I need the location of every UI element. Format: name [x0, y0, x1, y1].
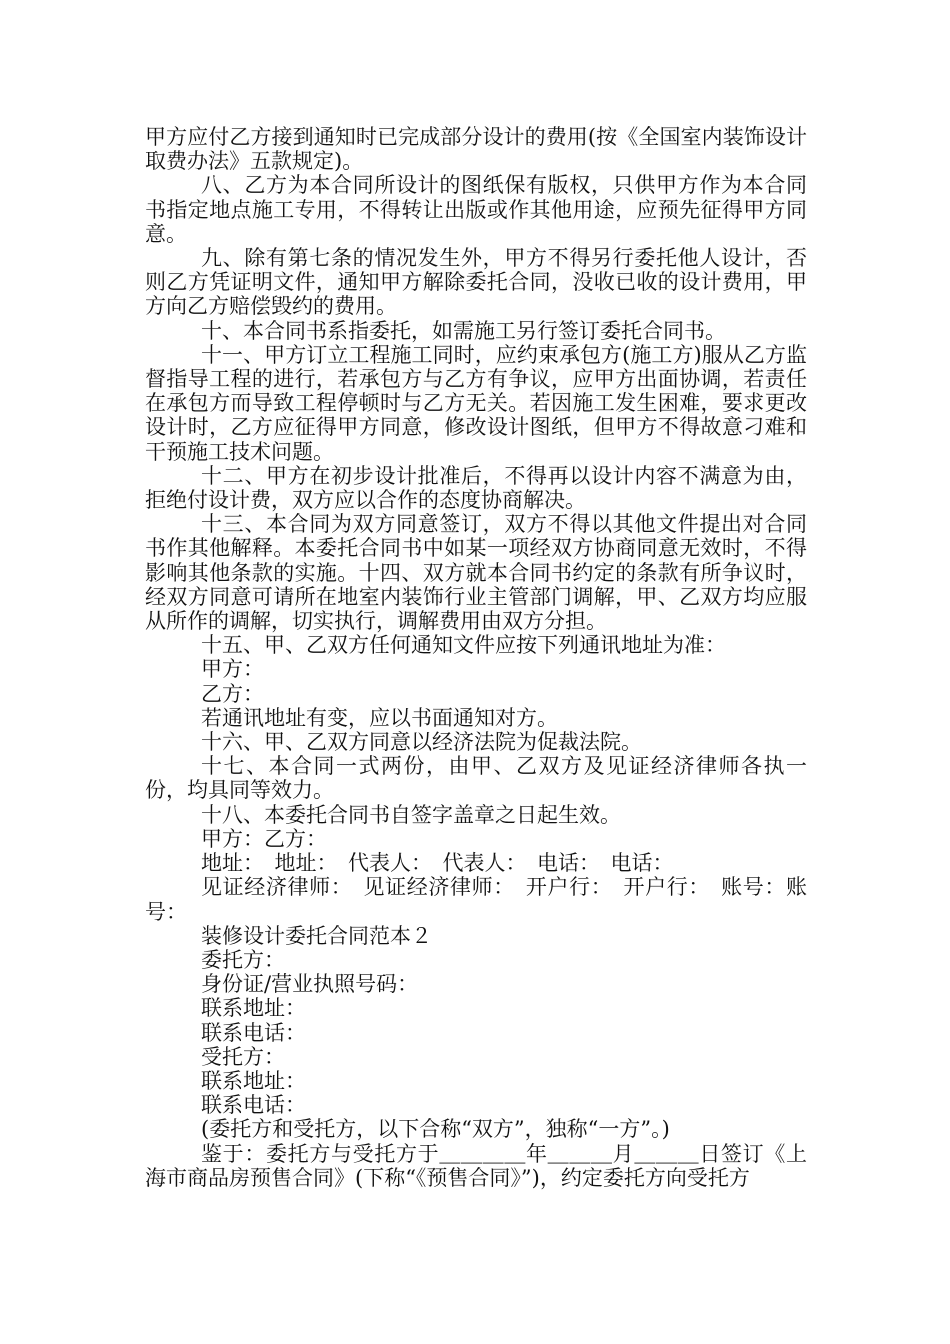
recital-whereas: 鉴于：委托方与受托方于＿＿＿＿年＿＿＿月＿＿＿日签订《上海市商品房预售合同》(下称“《预售合同》”)，约定委托方向受托方 [145, 1141, 807, 1190]
signature-parties: 甲方：乙方： [201, 826, 327, 851]
field-agent-phone: 联系电话： [201, 1093, 306, 1118]
signature-address-line: 地址： 地址： 代表人： 代表人： 电话： 电话： [201, 851, 674, 876]
paragraph-fee-carryover: 甲方应付乙方接到通知时已完成部分设计的费用(按《全国室内装饰设计取费办法》五款规定)。 [145, 125, 807, 174]
field-id-license: 身份证/营业执照号码： [201, 972, 419, 997]
clause-11-construction-supervision: 十一、甲方订立工程施工同时，应约束承包方(施工方)服从乙方监督指导工程的进行，若承包方与乙方有争议，应甲方出面协调，若责任在承包方而导致工程停顿时与乙方无关。若因施工发生困难，要求更改设计时，乙方应征得甲方同意，修改设计图纸，但甲方不得故意刁难和干预施工技术问题。 [145, 342, 807, 464]
field-principal-address: 联系地址： [201, 996, 306, 1021]
field-principal-phone: 联系电话： [201, 1020, 306, 1045]
notice-party-a: 甲方： [201, 657, 264, 682]
clause-18-effective: 十八、本委托合同书自签字盖章之日起生效。 [201, 802, 621, 827]
field-agent: 受托方： [201, 1044, 285, 1069]
document-body [145, 125, 807, 1190]
signature-witness-line: 见证经济律师： 见证经济律师： 开户行： 开户行： 账号：账号： [145, 875, 807, 924]
notice-address-change: 若通讯地址有变，应以书面通知对方。 [201, 705, 558, 730]
clause-9-exclusive-design: 九、除有第七条的情况发生外，甲方不得另行委托他人设计，否则乙方凭证明文件，通知甲方解除委托合同，没收已收的设计费用，甲方向乙方赔偿毁约的费用。 [145, 246, 807, 319]
clause-10-scope: 十、本合同书系指委托，如需施工另行签订委托合同书。 [201, 318, 726, 343]
clause-8-copyright: 八、乙方为本合同所设计的图纸保有版权，只供甲方作为本合同书指定地点施工专用，不得转让出版或作其他用途，应预先征得甲方同意。 [145, 173, 807, 246]
notice-party-b: 乙方： [201, 681, 264, 706]
clause-16-arbitration: 十六、甲、乙双方同意以经济法院为促裁法院。 [201, 730, 642, 755]
clause-13-14-interpretation-disputes: 十三、本合同为双方同意签订，双方不得以其他文件提出对合同书作其他解释。本委托合同书中如某一项经双方协商同意无效时，不得影响其他条款的实施。十四、双方就本合同书约定的条款有所争议时，经双方同意可请所在地室内装饰行业主管部门调解，甲、乙双方均应服从所作的调解，切实执行，调解费用由双方分担。 [145, 512, 807, 634]
field-agent-address: 联系地址： [201, 1068, 306, 1093]
clause-12-approval: 十二、甲方在初步设计批准后，不得再以设计内容不满意为由，拒绝付设计费，双方应以合作的态度协商解决。 [145, 463, 807, 513]
section-title-template-2: 装修设计委托合同范本２ [201, 923, 432, 948]
parties-definition: (委托方和受托方，以下合称“双方”，独称“一方”。) [201, 1117, 670, 1142]
field-principal: 委托方： [201, 947, 285, 972]
clause-17-copies: 十七、本合同一式两份，由甲、乙双方及见证经济律师各执一份，均具同等效力。 [145, 754, 807, 803]
clause-15-notices: 十五、甲、乙双方任何通知文件应按下列通讯地址为准： [201, 633, 726, 658]
